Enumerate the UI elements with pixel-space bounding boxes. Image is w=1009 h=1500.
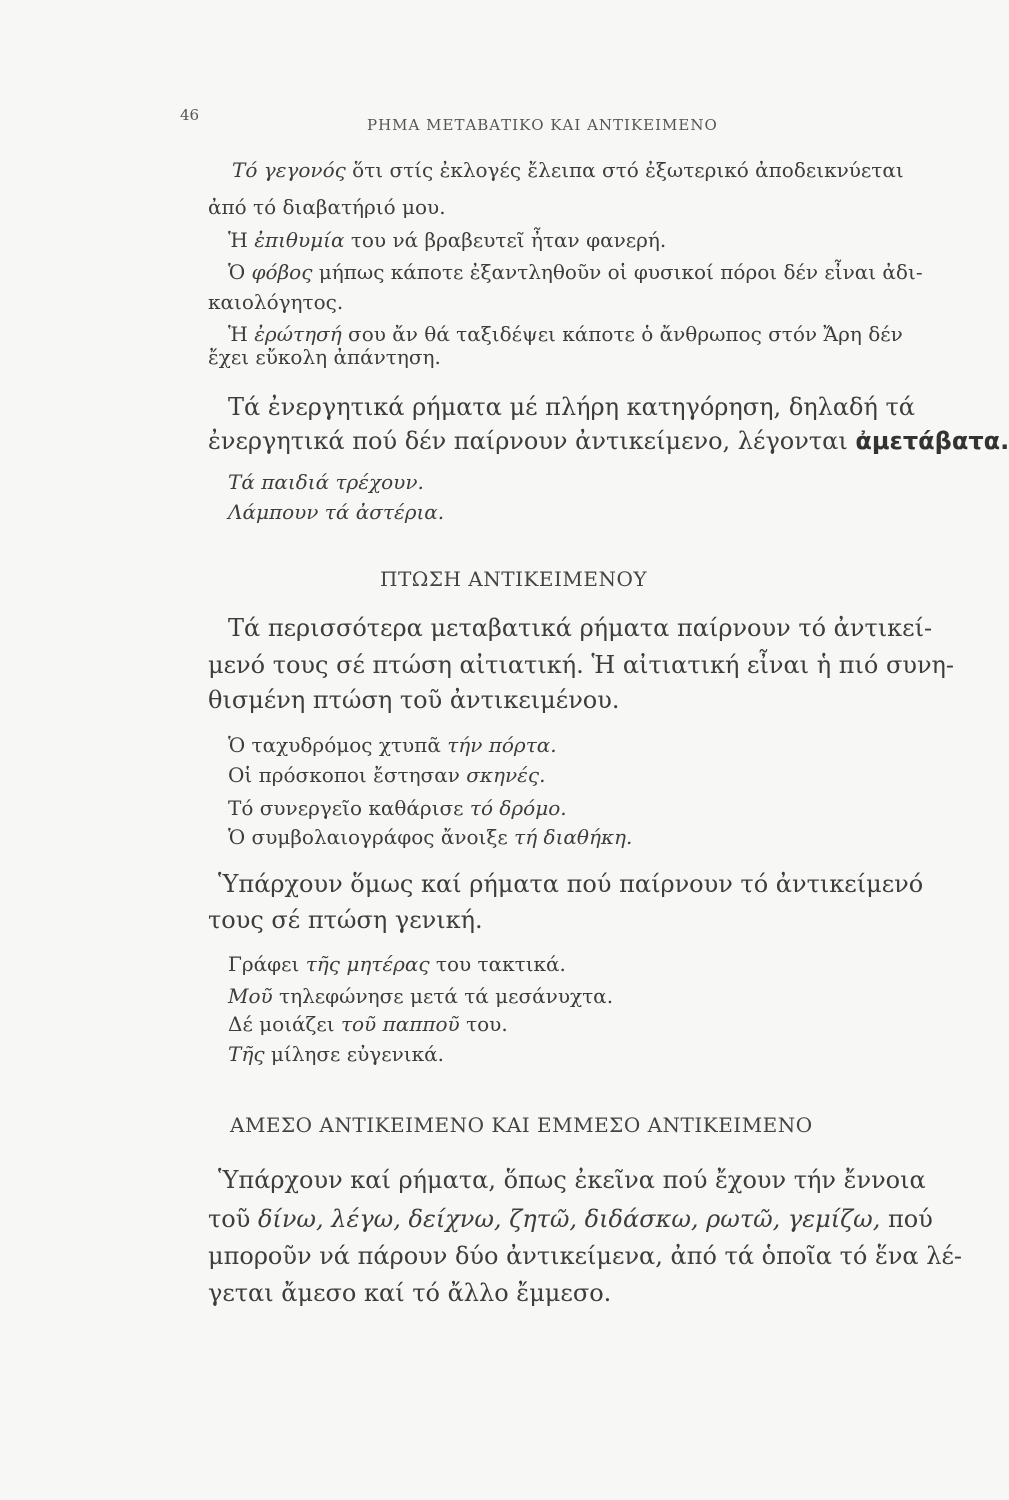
body-text-line: Ὑπάρχουν ὅμως καί ρήματα πού παίρνουν τό ἀντικείμενό bbox=[218, 870, 924, 898]
body-text-line: Ὑπάρχουν καί ρήματα, ὅπως ἐκεῖνα πού ἔχουν τήν ἔννοια bbox=[218, 1166, 926, 1194]
body-text-line: Τά περισσότερα μεταβατικά ρήματα παίρνουν τό ἀντικεί- bbox=[228, 614, 933, 642]
example-line: Ὁ ταχυδρόμος χτυπᾶ τήν πόρτα. bbox=[228, 733, 557, 757]
example-line: Δέ μοιάζει τοῦ παπποῦ του. bbox=[228, 1012, 508, 1036]
page-number: 46 bbox=[180, 106, 200, 124]
example-line: Τό συνεργεῖο καθάρισε τό δρόμο. bbox=[228, 796, 567, 820]
example-line: καιολόγητος. bbox=[208, 290, 344, 314]
example-line: Τό γεγονός ὅτι στίς ἐκλογές ἔλειπα στό ἐξωτερικό ἀποδεικνύεται bbox=[232, 158, 904, 182]
example-line: Γράφει τῆς μητέρας του τακτικά. bbox=[228, 952, 566, 976]
body-text-line: μενό τους σέ πτώση αἰτιατική. Ἡ αἰτιατική εἶναι ἡ πιό συνη- bbox=[208, 651, 955, 679]
example-line: Οἱ πρόσκοποι ἔστησαν σκηνές. bbox=[228, 763, 546, 787]
term-bold: ἀμετάβατα. bbox=[855, 427, 1009, 455]
example-line: Μοῦ τηλεφώνησε μετά τά μεσάνυχτα. bbox=[228, 984, 614, 1008]
section-heading: ΠΤΩΣΗ ΑΝΤΙΚΕΙΜΕΝΟΥ bbox=[380, 567, 648, 591]
running-title: ΡΗΜΑ ΜΕΤΑΒΑΤΙΚΟ ΚΑΙ ΑΝΤΙΚΕΙΜΕΝΟ bbox=[367, 116, 718, 134]
body-text-line: τους σέ πτώση γενική. bbox=[208, 906, 483, 934]
example-line: Ἡ ἐρώτησή σου ἄν θά ταξιδέψει κάποτε ὁ ἄνθρωπος στόν Ἄρη δέν bbox=[228, 322, 903, 346]
example-line: ἔχει εὔκολη ἀπάντηση. bbox=[208, 345, 441, 369]
body-text-line: θισμένη πτώση τοῦ ἀντικειμένου. bbox=[208, 686, 620, 714]
body-text-line: Τά ἐνεργητικά ρήματα μέ πλήρη κατηγόρηση, δηλαδή τά bbox=[228, 393, 915, 421]
example-line: Λάμπουν τά ἀστέρια. bbox=[228, 500, 445, 524]
body-text-line: γεται ἄμεσο καί τό ἄλλο ἔμμεσο. bbox=[208, 1279, 612, 1307]
body-text-line: μποροῦν νά πάρουν δύο ἀντικείμενα, ἀπό τά ὁποῖα τό ἕνα λέ- bbox=[208, 1242, 962, 1270]
example-line: Τά παιδιά τρέχουν. bbox=[228, 470, 424, 494]
example-line: Τῆς μίλησε εὐγενικά. bbox=[228, 1042, 444, 1066]
body-text-line: ἐνεργητικά πού δέν παίρνουν ἀντικείμενο, λέγονται ἀμετάβατα. bbox=[208, 427, 1009, 455]
example-line: ἀπό τό διαβατήριό μου. bbox=[208, 195, 446, 219]
example-line: Ὁ συμβολαιογράφος ἄνοιξε τή διαθήκη. bbox=[228, 825, 633, 849]
section-heading: ΑΜΕΣΟ ΑΝΤΙΚΕΙΜΕΝΟ ΚΑΙ ΕΜΜΕΣΟ ΑΝΤΙΚΕΙΜΕΝΟ bbox=[230, 1113, 813, 1137]
example-line: Ἡ ἐπιθυμία του νά βραβευτεῖ ἦταν φανερή. bbox=[228, 228, 667, 252]
body-text-line: τοῦ δίνω, λέγω, δείχνω, ζητῶ, διδάσκω, ρωτῶ, γεμίζω, πού bbox=[208, 1205, 933, 1233]
example-line: Ὁ φόβος μήπως κάποτε ἐξαντληθοῦν οἱ φυσικοί πόροι δέν εἶναι ἀδι- bbox=[228, 260, 923, 284]
